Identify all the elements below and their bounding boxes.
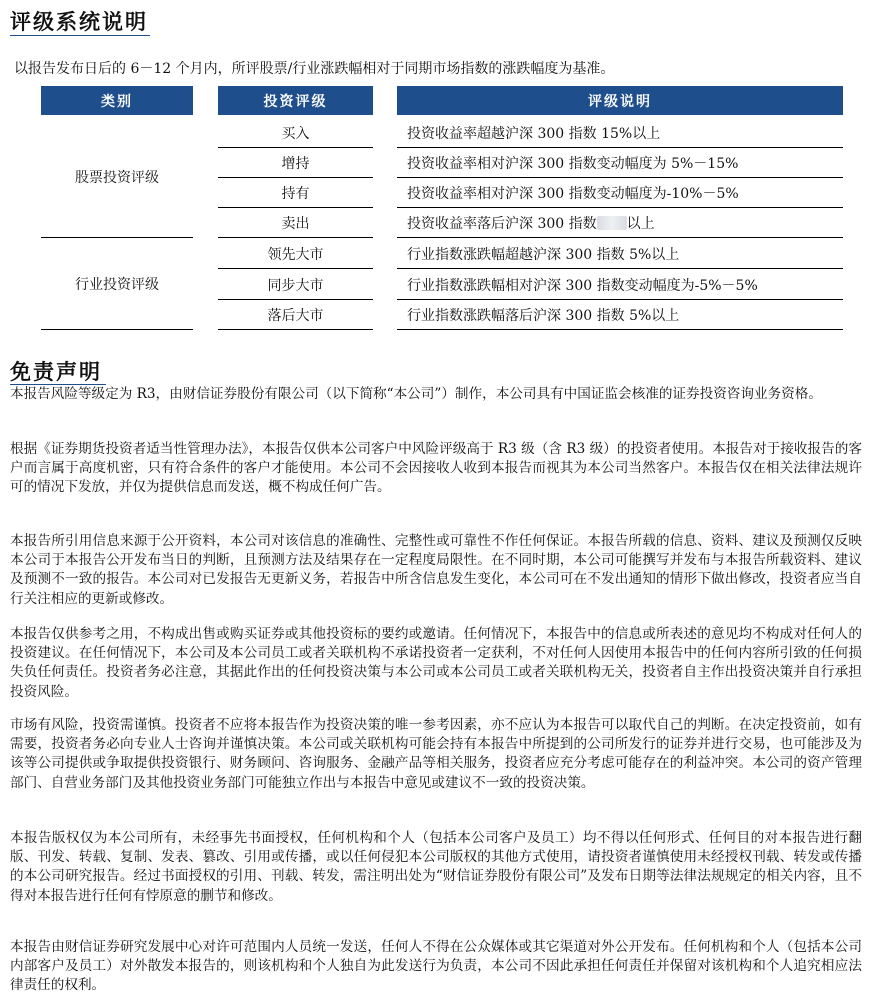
grade-cell: 增持 [218, 148, 373, 178]
rating-title-rule [10, 35, 150, 36]
grade-cell: 领先大市 [218, 239, 373, 269]
desc-cell: 行业指数涨跌幅落后沪深 300 指数 5%以上 [397, 300, 843, 330]
desc-text-before: 投资收益率落后沪深 300 指数 [407, 215, 597, 232]
grade-cell: 持有 [218, 178, 373, 208]
disclaimer-paragraph: 本报告版权仅为本公司所有，未经事先书面授权，任何机构和个人（包括本公司客户及员工）均不得以任何形式、任何目的对本报告进行翻版、刊发、转载、复制、发表、篡改、引用或传播，或以任何侵犯本公司版权的其他方式使用，请投资者谨慎使用未经授权刊载、转发或传播的本公司研究报告。经过书面授权的引用、刊载、转发，需注明出处为“财信证券股份有限公司”及发布日期等法律法规规定的相关内容，且不得对本报告进行任何有悖原意的删节和修改。 [10, 830, 862, 904]
grade-cell: 落后大市 [218, 300, 373, 330]
rating-intro: 以报告发布日后的 6－12 个月内，所评股票/行业涨跌幅相对于同期市场指数的涨跌幅度为基准。 [14, 61, 615, 77]
grade-cell: 卖出 [218, 208, 373, 238]
disclaimer-paragraph: 本报告风险等级定为 R3，由财信证券股份有限公司（以下简称“本公司”）制作，本公司具有中国证监会核准的证券投资咨询业务资格。 [10, 386, 822, 402]
category-industry: 行业投资评级 [41, 238, 193, 330]
desc-cell: 投资收益率超越沪深 300 指数 15%以上 [397, 118, 843, 148]
category-stock: 股票投资评级 [41, 117, 193, 238]
desc-cell: 行业指数涨跌幅相对沪深 300 指数变动幅度为-5%－5% [397, 270, 843, 300]
disclaimer-section-title: 免责声明 [10, 359, 102, 384]
disclaimer-paragraph: 市场有风险，投资需谨慎。投资者不应将本报告作为投资决策的唯一参考因素，亦不应认为本报告可以取代自己的判断。在决定投资前，如有需要，投资者务必向专业人士咨询并谨慎决策。本公司或关联机构可能会持有本报告中所提到的公司所发行的证券并进行交易，也可能涉及为该等公司提供或争取提供投资银行、财务顾问、咨询服务、金融产品等相关服务，投资者应充分考虑可能存在的利益冲突。本公司的资产管理部门、自营业务部门及其他投资业务部门可能独立作出与本报告中意见或建议不一致的投资决策。 [10, 717, 862, 791]
rating-section-title: 评级系统说明 [10, 9, 148, 34]
grade-cell: 同步大市 [218, 270, 373, 300]
desc-cell: 投资收益率相对沪深 300 指数变动幅度为 5%－15% [397, 148, 843, 178]
disclaimer-paragraph: 本报告仅供参考之用，不构成出售或购买证券或其他投资标的要约或邀请。任何情况下，本报告中的信息或所表述的意见均不构成对任何人的投资建议。在任何情况下，本公司及本公司员工或者关联机构不承诺投资者一定获利，不对任何人因使用本报告中的任何内容所引致的任何损失负任何责任。投资者务必注意，其据此作出的任何投资决策与本公司或本公司员工或者关联机构无关，投资者自主作出投资决策并自行承担投资风险。 [10, 626, 862, 700]
desc-cell: 投资收益率相对沪深 300 指数变动幅度为-10%－5% [397, 178, 843, 208]
desc-cell: 行业指数涨跌幅超越沪深 300 指数 5%以上 [397, 239, 843, 269]
header-category: 类别 [41, 86, 193, 115]
disclaimer-paragraph: 本报告所引用信息来源于公开资料，本公司对该信息的准确性、完整性或可靠性不作任何保证。本报告所载的信息、资料、建议及预测仅反映本公司于本报告公开发布当日的判断，且预测方法及结果存在一定程度局限性。在不同时期，本公司可能撰写并发布与本报告所载资料、建议及预测不一致的报告。本公司对已发报告无更新义务，若报告中所含信息发生变化，本公司可在不发出通知的情形下做出修改，投资者应当自行关注相应的更新或修改。 [10, 533, 862, 607]
redaction-blur [597, 216, 627, 230]
desc-text-after: 以上 [626, 215, 655, 232]
disclaimer-paragraph: 根据《证券期货投资者适当性管理办法》，本报告仅供本公司客户中风险评级高于 R3 级（含 R3 级）的投资者使用。本报告对于接收报告的客户而言属于高度机密，只有符合条件的客户才能使用。本公司不会因接收人收到本报告而视其为本公司当然客户。本报告仅在相关法律法规许可的情况下发放，并仅为提供信息而发送，概不构成任何广告。 [10, 441, 862, 496]
disclaimer-paragraph: 本报告由财信证券研究发展中心对许可范围内人员统一发送，任何人不得在公众媒体或其它渠道对外公开发布。任何机构和个人（包括本公司内部客户及员工）对外散发本报告的，则该机构和个人独自为此发送行为负责，本公司不因此承担任何责任并保留对该机构和个人追究相应法律责任的权利。 [10, 939, 862, 994]
desc-cell [397, 208, 843, 238]
header-grade: 投资评级 [218, 86, 373, 115]
grade-cell: 买入 [218, 118, 373, 148]
header-description: 评级说明 [397, 86, 843, 115]
